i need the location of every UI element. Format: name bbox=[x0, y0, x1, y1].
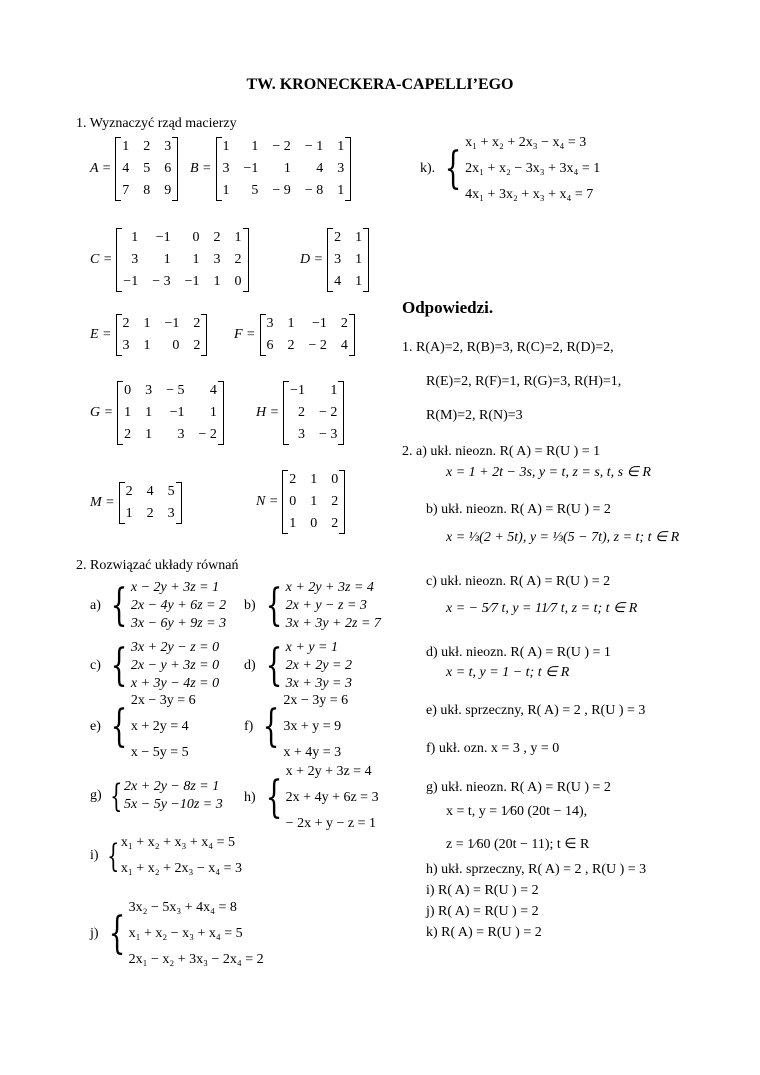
matrix-cell: −1 bbox=[123, 274, 139, 289]
brace-icon: { bbox=[110, 580, 128, 631]
system-label: j) bbox=[90, 926, 99, 941]
brace-icon: { bbox=[110, 640, 128, 691]
system-label: e) bbox=[90, 719, 101, 734]
matrix-cell: 3 bbox=[131, 252, 139, 267]
matrix-cell: 1 bbox=[222, 139, 230, 154]
system-i bbox=[90, 835, 242, 877]
equation: 3x − 6y + 9z = 3 bbox=[130, 616, 227, 631]
matrix-name: M = bbox=[90, 495, 115, 510]
answer-2c-line-1: c) ukł. nieozn. R( A) = R(U ) = 2 bbox=[426, 574, 611, 589]
brace-icon: { bbox=[265, 640, 283, 691]
matrix-d bbox=[300, 228, 369, 292]
matrix-name: E = bbox=[90, 327, 112, 342]
matrix-cell: 0 bbox=[234, 274, 242, 289]
equation: 3x + 3y + 2z = 7 bbox=[285, 616, 381, 631]
matrix-c bbox=[90, 228, 249, 292]
equation: 2x − 3y = 6 bbox=[283, 693, 349, 708]
matrix-cell: 8 bbox=[143, 183, 151, 198]
matrix-cell: 2 bbox=[331, 516, 339, 531]
system-label: k). bbox=[420, 161, 436, 176]
answer-2d-line-1: d) ukł. nieozn. R( A) = R(U ) = 1 bbox=[426, 645, 611, 660]
matrix-cell: −1 bbox=[169, 405, 185, 420]
matrix-cell: 1 bbox=[251, 139, 259, 154]
matrix-cell: 3 bbox=[222, 161, 230, 176]
equation: 2x₁ + x₂ − 3x₃ + 3x₄ = 1 bbox=[465, 161, 601, 176]
brace-icon: { bbox=[108, 908, 125, 959]
answer-2i: i) R( A) = R(U ) = 2 bbox=[426, 883, 539, 898]
matrix-cell: 4 bbox=[146, 484, 154, 499]
equation: 2x + 2y = 2 bbox=[285, 658, 352, 673]
matrix-cell: 2 bbox=[340, 316, 348, 331]
answer-1-line-3: R(M)=2, R(N)=3 bbox=[426, 408, 523, 423]
matrix-cell: 1 bbox=[310, 494, 318, 509]
matrix-f bbox=[234, 314, 355, 356]
equation: 2x − y + 3z = 0 bbox=[130, 658, 220, 673]
matrix-cell: 2 bbox=[234, 252, 242, 267]
system-k bbox=[420, 135, 600, 203]
matrix-cell: 2 bbox=[331, 494, 339, 509]
matrix-cell: 4 bbox=[209, 383, 217, 398]
matrix-cell: 2 bbox=[122, 316, 130, 331]
answer-2a-line-2: x = 1 + 2t − 3s, y = t, z = s, t, s ∈ R bbox=[446, 465, 651, 480]
matrix-cell: 1 bbox=[337, 183, 345, 198]
matrix-name: B = bbox=[190, 161, 212, 176]
matrix-cell: 5 bbox=[167, 484, 175, 499]
equation: x₁ + x₂ + 2x₃ − x₄ = 3 bbox=[465, 135, 587, 150]
equation: 3x + y = 9 bbox=[283, 719, 342, 734]
task-1-heading: 1. Wyznaczyć rząd macierzy bbox=[76, 116, 237, 131]
matrix-cell: 1 bbox=[192, 252, 200, 267]
matrix-cell: −1 bbox=[243, 161, 259, 176]
answer-2f: f) ukł. ozn. x = 3 , y = 0 bbox=[426, 741, 560, 756]
matrix-cell: 1 bbox=[222, 183, 230, 198]
answers-heading: Odpowiedzi. bbox=[402, 298, 494, 317]
matrix-a bbox=[90, 137, 178, 201]
matrix-cell: 9 bbox=[164, 183, 172, 198]
system-e bbox=[90, 693, 196, 761]
matrix-cell: 2 bbox=[143, 139, 151, 154]
matrix-m bbox=[90, 482, 182, 524]
system-label: h) bbox=[244, 790, 256, 805]
matrix-bracket bbox=[119, 482, 182, 524]
page-title: TW. KRONECKERA-CAPELLI’EGO bbox=[246, 76, 514, 93]
matrix-b bbox=[190, 137, 351, 201]
matrix-bracket bbox=[115, 137, 178, 201]
equation: 2x − 3y = 6 bbox=[130, 693, 196, 708]
brace-icon: { bbox=[106, 837, 119, 875]
equation: 2x + 2y − 8z = 1 bbox=[124, 779, 220, 794]
answer-2j: j) R( A) = R(U ) = 2 bbox=[426, 904, 539, 919]
matrix-cell: 2 bbox=[334, 230, 342, 245]
matrix-cell: 1 bbox=[213, 274, 221, 289]
matrix-cell: 5 bbox=[251, 183, 259, 198]
system-h bbox=[244, 764, 379, 832]
matrix-bracket bbox=[216, 137, 352, 201]
equation: 2x + 4y + 6z = 3 bbox=[285, 790, 379, 805]
equation: x + 2y = 4 bbox=[130, 719, 189, 734]
matrix-cell: 1 bbox=[143, 338, 151, 353]
system-g bbox=[90, 779, 223, 813]
answer-2b-line-2: x = ⅓(2 + 5t), y = ⅓(5 − 7t), z = t; t ∈ R bbox=[446, 530, 680, 545]
equation: x₁ + x₂ − x₃ + x₄ = 5 bbox=[128, 926, 243, 941]
matrix-cell: −1 bbox=[164, 316, 180, 331]
matrix-g bbox=[90, 381, 224, 445]
matrix-cell: 1 bbox=[289, 516, 297, 531]
matrix-cell: 4 bbox=[122, 161, 130, 176]
matrix-cell: 3 bbox=[164, 139, 172, 154]
matrix-cell: 2 bbox=[297, 405, 305, 420]
matrix-cell: − 3 bbox=[318, 427, 338, 442]
matrix-cell: 5 bbox=[143, 161, 151, 176]
equation: 5x − 5y −10z = 3 bbox=[124, 797, 223, 812]
matrix-cell: 3 bbox=[297, 427, 305, 442]
matrix-bracket bbox=[117, 381, 224, 445]
equation: 2x₁ − x₂ + 3x₃ − 2x₄ = 2 bbox=[128, 952, 264, 967]
brace-icon: { bbox=[444, 143, 462, 194]
matrix-cell: − 2 bbox=[308, 338, 327, 353]
answer-2g-line-3: z = 1⁄60 (20t − 11); t ∈ R bbox=[446, 837, 590, 852]
equation: 3x + 3y = 3 bbox=[285, 676, 352, 691]
matrix-cell: 2 bbox=[125, 484, 133, 499]
system-label: d) bbox=[244, 658, 256, 673]
matrix-cell: 0 bbox=[310, 516, 318, 531]
matrix-cell: 4 bbox=[334, 274, 342, 289]
answer-2c-line-2: x = − 5⁄7 t, y = 11⁄7 t, z = t; t ∈ R bbox=[446, 601, 638, 616]
system-label: b) bbox=[244, 598, 256, 613]
matrix-cell: 2 bbox=[213, 230, 221, 245]
matrix-cell: 1 bbox=[355, 274, 363, 289]
matrix-cell: − 1 bbox=[304, 139, 324, 154]
answer-2h: h) ukł. sprzeczny, R( A) = 2 , R(U ) = 3 bbox=[426, 862, 647, 877]
matrix-cell: −1 bbox=[155, 230, 171, 245]
matrix-cell: 1 bbox=[337, 139, 345, 154]
system-j bbox=[90, 900, 264, 968]
matrix-cell: 2 bbox=[193, 316, 201, 331]
matrix-cell: 0 bbox=[192, 230, 200, 245]
equation: − 2x + y − z = 1 bbox=[285, 816, 376, 831]
equation: 3x + 2y − z = 0 bbox=[130, 640, 220, 655]
matrix-cell: 2 bbox=[146, 506, 154, 521]
matrix-cell: − 2 bbox=[272, 139, 291, 154]
matrix-cell: − 3 bbox=[152, 274, 171, 289]
matrix-cell: −1 bbox=[184, 274, 200, 289]
equation: x + 4y = 3 bbox=[283, 745, 342, 760]
matrix-name: A = bbox=[90, 161, 112, 176]
equation: x₁ + x₂ + 2x₃ − x₄ = 3 bbox=[120, 861, 243, 876]
brace-icon: { bbox=[262, 701, 280, 752]
matrix-cell: 1 bbox=[125, 506, 133, 521]
matrix-cell: 3 bbox=[266, 316, 274, 331]
matrix-cell: 1 bbox=[209, 405, 217, 420]
equation: x + 2y + 3z = 4 bbox=[285, 764, 372, 779]
matrix-cell: 6 bbox=[266, 338, 274, 353]
answer-2k: k) R( A) = R(U ) = 2 bbox=[426, 925, 542, 940]
matrix-cell: 4 bbox=[316, 161, 324, 176]
equation: 4x₁ + 3x₂ + x₃ + x₄ = 7 bbox=[465, 187, 594, 202]
matrix-cell: 1 bbox=[287, 316, 295, 331]
matrix-cell: 3 bbox=[337, 161, 345, 176]
matrix-cell: 4 bbox=[340, 338, 348, 353]
equation: x − 2y + 3z = 1 bbox=[130, 580, 220, 595]
matrix-cell: 0 bbox=[289, 494, 297, 509]
matrix-name: N = bbox=[256, 494, 279, 509]
matrix-cell: 2 bbox=[193, 338, 201, 353]
equation: 2x − 4y + 6z = 2 bbox=[130, 598, 227, 613]
matrix-name: D = bbox=[300, 252, 324, 267]
matrix-cell: − 2 bbox=[198, 427, 217, 442]
matrix-name: F = bbox=[234, 327, 256, 342]
equation: x₁ + x₂ + x₃ + x₄ = 5 bbox=[120, 835, 236, 850]
matrix-cell: − 5 bbox=[166, 383, 185, 398]
matrix-cell: −1 bbox=[290, 383, 305, 398]
system-f bbox=[244, 693, 348, 761]
matrix-cell: − 9 bbox=[272, 183, 291, 198]
matrix-cell: 1 bbox=[145, 427, 153, 442]
answer-1-line-1: 1. R(A)=2, R(B)=3, R(C)=2, R(D)=2, bbox=[402, 340, 614, 355]
system-label: a) bbox=[90, 598, 101, 613]
system-b bbox=[244, 580, 381, 632]
equation: x + 2y + 3z = 4 bbox=[285, 580, 374, 595]
brace-icon: { bbox=[265, 772, 283, 823]
matrix-cell: 1 bbox=[310, 472, 318, 487]
equation: x + 3y − 4z = 0 bbox=[130, 676, 220, 691]
matrix-bracket bbox=[282, 470, 345, 534]
matrix-cell: 1 bbox=[283, 161, 291, 176]
matrix-cell: 1 bbox=[355, 252, 363, 267]
matrix-cell: − 8 bbox=[304, 183, 324, 198]
matrix-cell: 2 bbox=[289, 472, 297, 487]
system-a bbox=[90, 580, 226, 632]
matrix-cell: 1 bbox=[145, 405, 153, 420]
matrix-cell: 3 bbox=[177, 427, 185, 442]
answer-2d-line-2: x = t, y = 1 − t; t ∈ R bbox=[446, 665, 570, 680]
matrix-cell: 3 bbox=[167, 506, 175, 521]
matrix-n bbox=[256, 470, 345, 534]
matrix-cell: 1 bbox=[122, 139, 130, 154]
system-label: i) bbox=[90, 848, 99, 863]
equation: x + y = 1 bbox=[285, 640, 338, 655]
matrix-e bbox=[90, 314, 207, 356]
matrix-h bbox=[256, 381, 344, 445]
matrix-cell: 7 bbox=[122, 183, 130, 198]
answer-1-line-2: R(E)=2, R(F)=1, R(G)=3, R(H)=1, bbox=[426, 374, 622, 389]
equation: 2x + y − z = 3 bbox=[285, 598, 367, 613]
matrix-cell: 0 bbox=[172, 338, 180, 353]
matrix-bracket bbox=[116, 228, 248, 292]
task-2-heading: 2. Rozwiązać układy równań bbox=[76, 558, 239, 573]
matrix-bracket bbox=[283, 381, 344, 445]
brace-icon: { bbox=[109, 777, 122, 815]
matrix-cell: 6 bbox=[164, 161, 172, 176]
matrix-cell: 1 bbox=[143, 316, 151, 331]
matrix-cell: 0 bbox=[331, 472, 339, 487]
system-label: g) bbox=[90, 788, 102, 803]
matrix-cell: −1 bbox=[312, 316, 327, 331]
matrix-cell: 1 bbox=[355, 230, 363, 245]
answer-2a-line-1: 2. a) ukł. nieozn. R( A) = R(U ) = 1 bbox=[402, 444, 601, 459]
answer-2g-line-1: g) ukł. nieozn. R( A) = R(U ) = 2 bbox=[426, 780, 611, 795]
matrix-cell: 1 bbox=[131, 230, 139, 245]
matrix-cell: 3 bbox=[334, 252, 342, 267]
matrix-cell: 1 bbox=[234, 230, 242, 245]
matrix-bracket bbox=[116, 314, 208, 356]
answer-2b-line-1: b) ukł. nieozn. R( A) = R(U ) = 2 bbox=[426, 502, 611, 517]
matrix-bracket bbox=[327, 228, 369, 292]
brace-icon: { bbox=[265, 580, 283, 631]
system-c bbox=[90, 640, 219, 692]
system-label: c) bbox=[90, 658, 101, 673]
matrix-cell: 2 bbox=[124, 427, 132, 442]
matrix-cell: 1 bbox=[124, 405, 132, 420]
matrix-name: H = bbox=[256, 405, 280, 420]
matrix-cell: 2 bbox=[287, 338, 295, 353]
matrix-name: C = bbox=[90, 252, 113, 267]
matrix-cell: 3 bbox=[145, 383, 153, 398]
answer-2e: e) ukł. sprzeczny, R( A) = 2 , R(U ) = 3 bbox=[426, 703, 646, 718]
equation: x − 5y = 5 bbox=[130, 745, 189, 760]
matrix-cell: 1 bbox=[330, 383, 338, 398]
matrix-cell: 0 bbox=[124, 383, 132, 398]
brace-icon: { bbox=[110, 701, 128, 752]
matrix-cell: 3 bbox=[122, 338, 130, 353]
matrix-bracket bbox=[260, 314, 355, 356]
matrix-cell: − 2 bbox=[318, 405, 338, 420]
equation: 3x₂ − 5x₃ + 4x₄ = 8 bbox=[128, 900, 237, 915]
matrix-cell: 3 bbox=[213, 252, 221, 267]
system-label: f) bbox=[244, 719, 254, 734]
system-d bbox=[244, 640, 352, 692]
matrix-cell: 1 bbox=[163, 252, 171, 267]
answer-2g-line-2: x = t, y = 1⁄60 (20t − 14), bbox=[446, 804, 588, 819]
matrix-name: G = bbox=[90, 405, 114, 420]
